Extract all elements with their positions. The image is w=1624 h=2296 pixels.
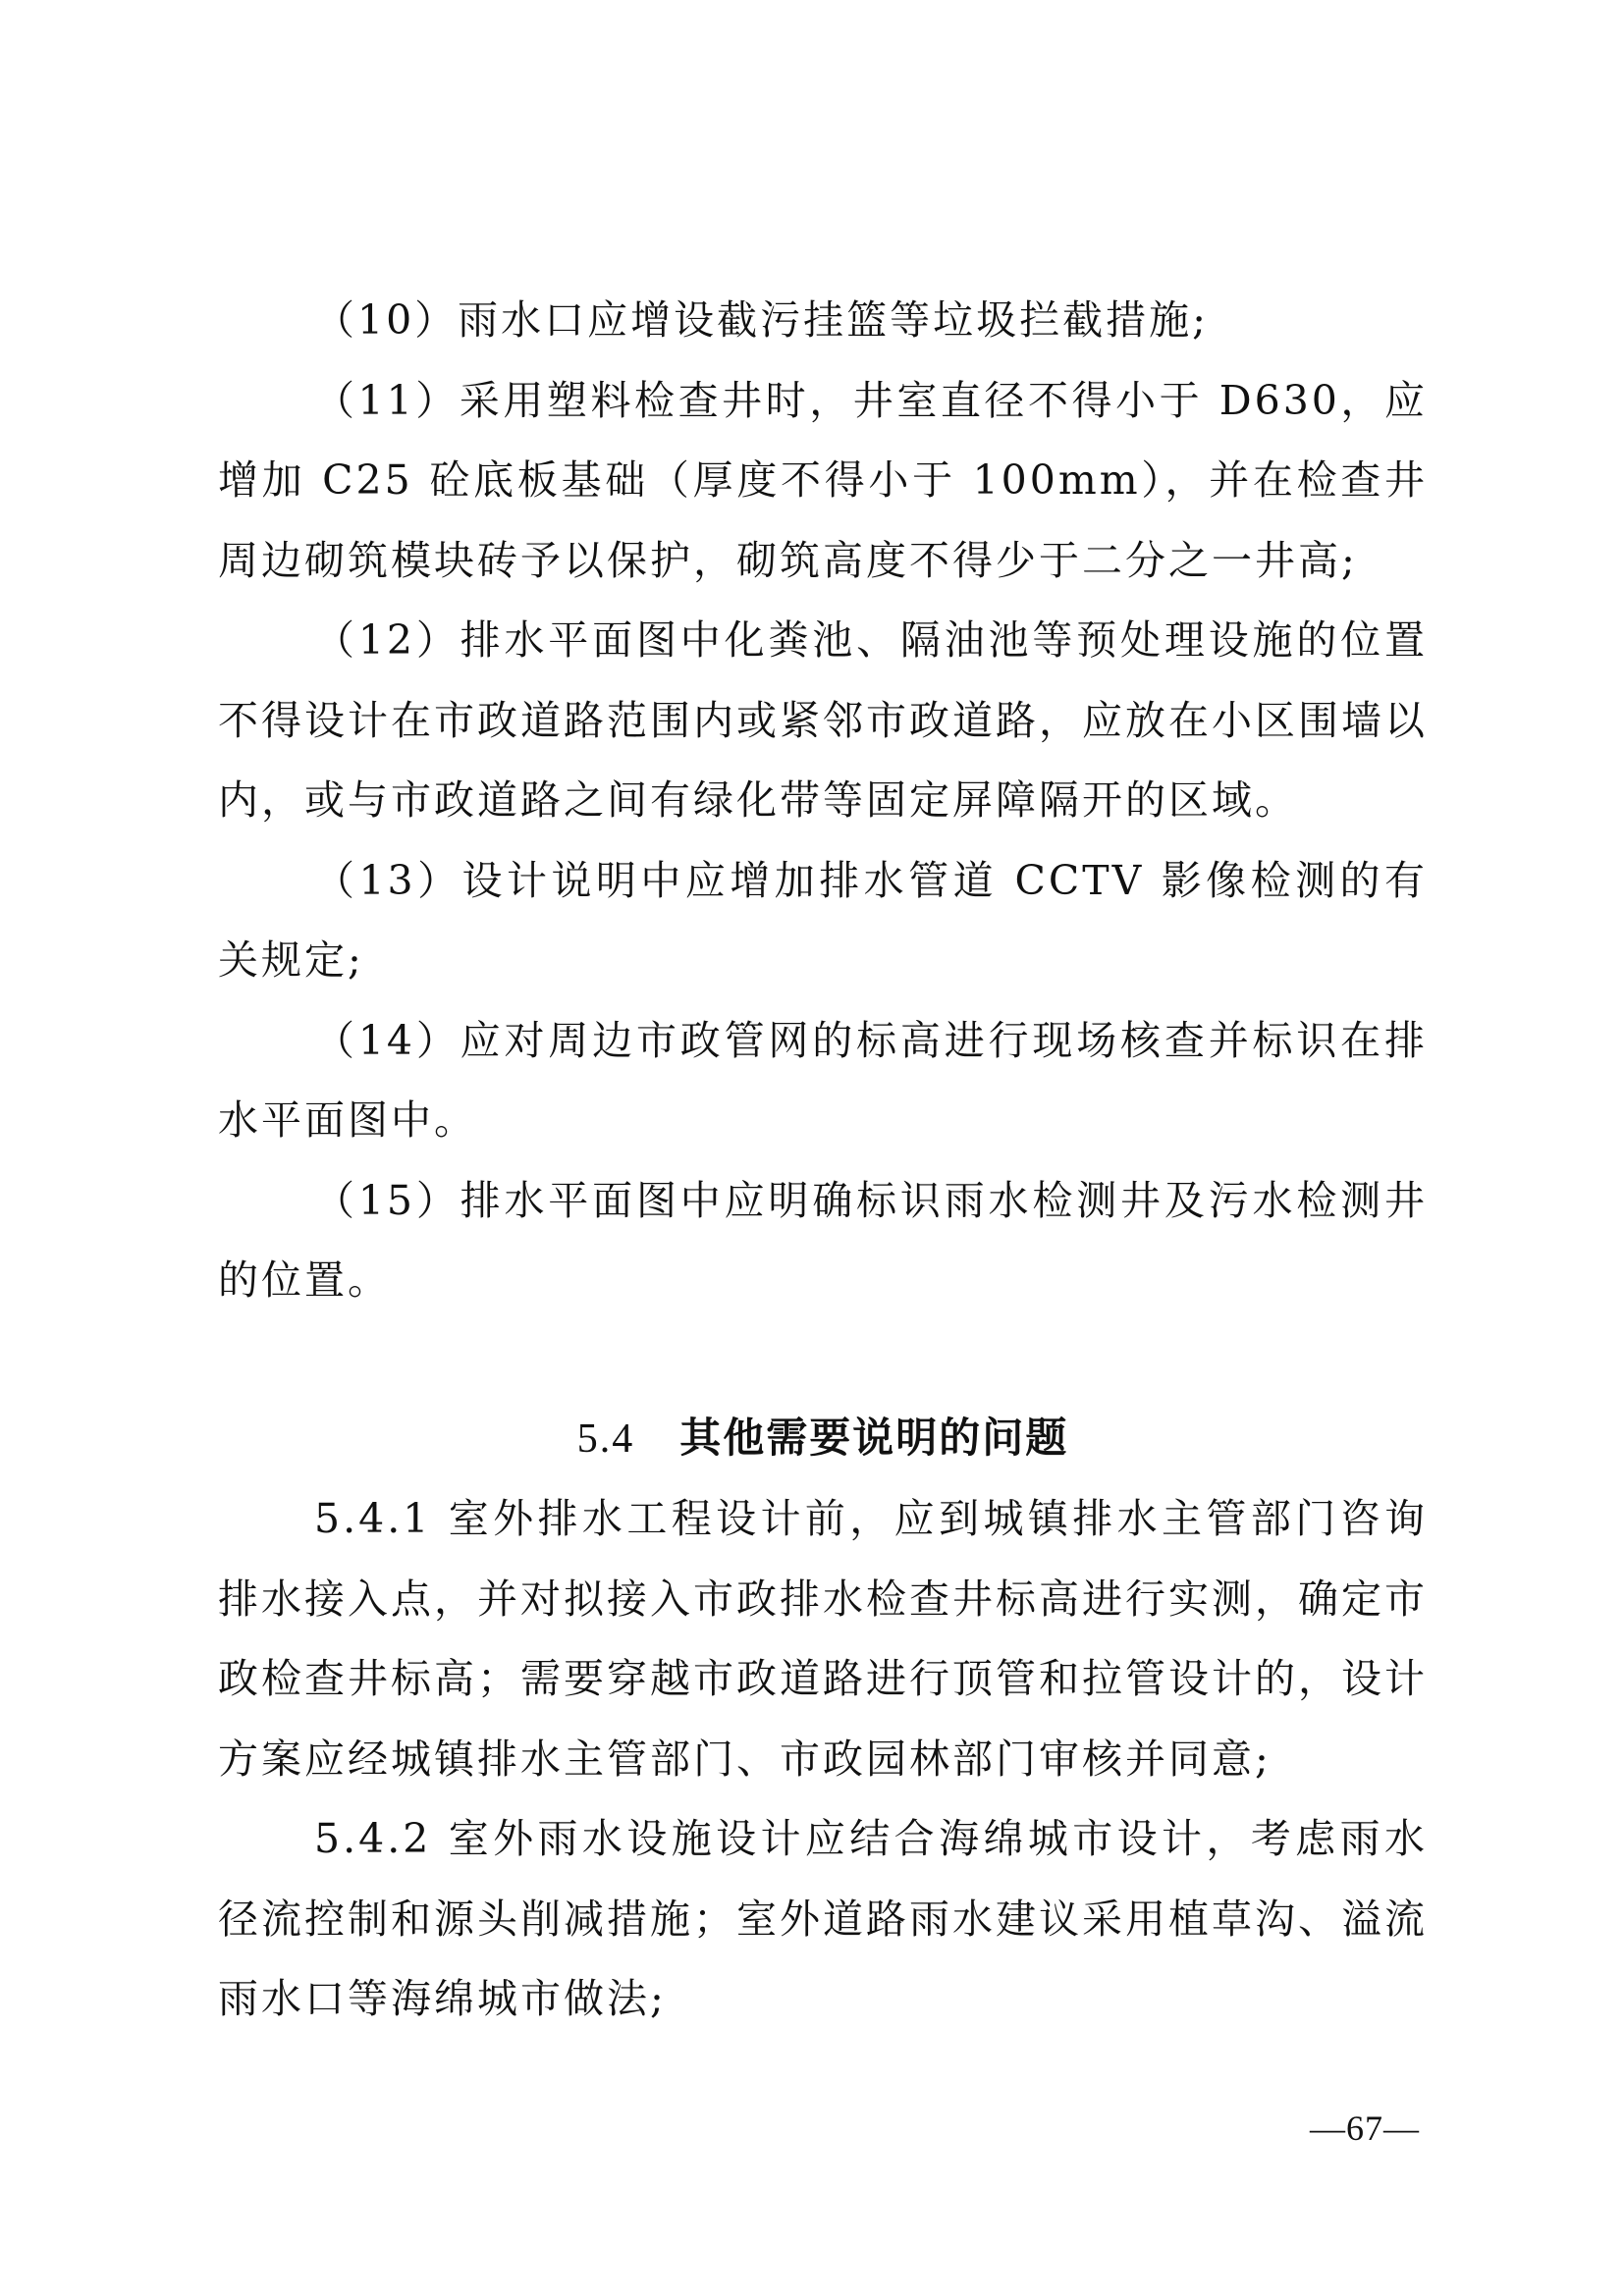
item-12: （12）排水平面图中化粪池、隔油池等预处理设施的位置不得设计在市政道路范围内或紧邻市政道路，应放在小区围墙以内，或与市政道路之间有绿化带等固定屏障隔开的区域。 [218, 616, 1428, 824]
item-10: （10）雨水口应增设截污挂篮等垃圾拦截措施; [314, 296, 1209, 344]
item-11: （11）采用塑料检查井时，井室直径不得小于 D630，应增加 C25 砼底板基础（厚度不得小于 100mm），并在检查井周边砌筑模块砖予以保护，砌筑高度不得少于二分之一井高; [218, 376, 1428, 584]
section-heading [218, 1398, 1428, 1480]
item-13: （13）设计说明中应增加排水管道 CCTV 影像检测的有关规定; [218, 856, 1428, 984]
subitem-5-4-1: 5.4.1 室外排水工程设计前，应到城镇排水主管部门咨询排水接入点，并对拟接入市政排水检查井标高进行实测，确定市政检查井标高；需要穿越市政道路进行顶管和拉管设计的，设计方案应经城镇排水主管部门、市政园林部门审核并同意; [218, 1495, 1428, 1783]
section-number: 5.4 [576, 1415, 635, 1462]
item-15: （15）排水平面图中应明确标识雨水检测井及污水检测井的位置。 [218, 1176, 1428, 1304]
item-14: （14）应对周边市政管网的标高进行现场核查并标识在排水平面图中。 [218, 1016, 1428, 1144]
page-number: —67— [1310, 2109, 1420, 2148]
subitem-5-4-2: 5.4.2 室外雨水设施设计应结合海绵城市设计，考虑雨水径流控制和源头削减措施；室外道路雨水建议采用植草沟、溢流雨水口等海绵城市做法; [218, 1815, 1428, 2022]
document-body [218, 281, 1428, 2040]
section-title: 其他需要说明的问题 [679, 1413, 1069, 1462]
